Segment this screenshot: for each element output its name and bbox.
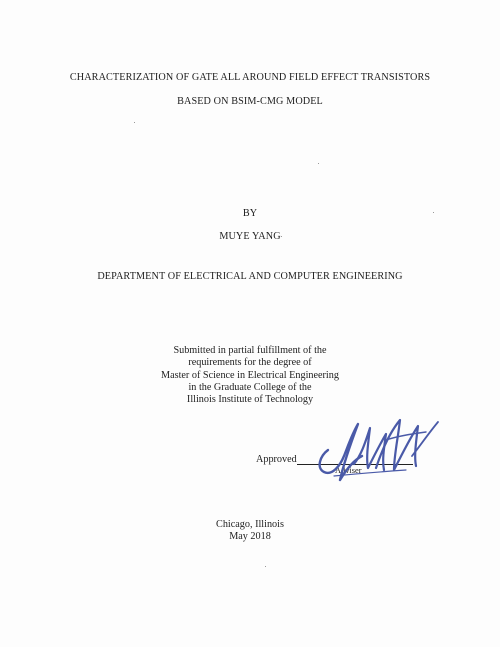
scan-speck bbox=[318, 163, 319, 164]
statement-line-4: in the Graduate College of the bbox=[188, 381, 312, 393]
statement-line-3: Master of Science in Electrical Engineering bbox=[161, 369, 339, 381]
statement-line-5: Illinois Institute of Technology bbox=[186, 394, 314, 406]
statement-line-1: Submitted in partial fulfillment of the bbox=[173, 345, 327, 356]
author-name: MUYE YANG bbox=[219, 231, 281, 242]
submission-statement bbox=[0, 345, 500, 406]
by-label: BY bbox=[242, 208, 258, 219]
submission-date: May 2018 bbox=[229, 531, 271, 543]
department-name: DEPARTMENT OF ELECTRICAL AND COMPUTER ENGINEERING bbox=[97, 271, 403, 282]
approved-label: Approved bbox=[256, 454, 297, 465]
scan-speck bbox=[134, 122, 135, 123]
scan-speck bbox=[433, 212, 434, 213]
scan-speck bbox=[281, 236, 282, 237]
thesis-title-line-1: CHARACTERIZATION OF GATE ALL AROUND FIELD EFFECT TRANSISTORS bbox=[69, 72, 431, 83]
adviser-signature-image bbox=[314, 410, 444, 492]
statement-line-2: requirements for the degree of bbox=[188, 357, 312, 369]
place-location: Chicago, Illinois bbox=[216, 519, 284, 530]
thesis-title-line-2: BASED ON BSIM-CMG MODEL bbox=[177, 96, 323, 107]
scan-speck bbox=[265, 566, 266, 567]
place-and-date bbox=[0, 519, 500, 544]
adviser-label: Adviser bbox=[335, 466, 362, 475]
